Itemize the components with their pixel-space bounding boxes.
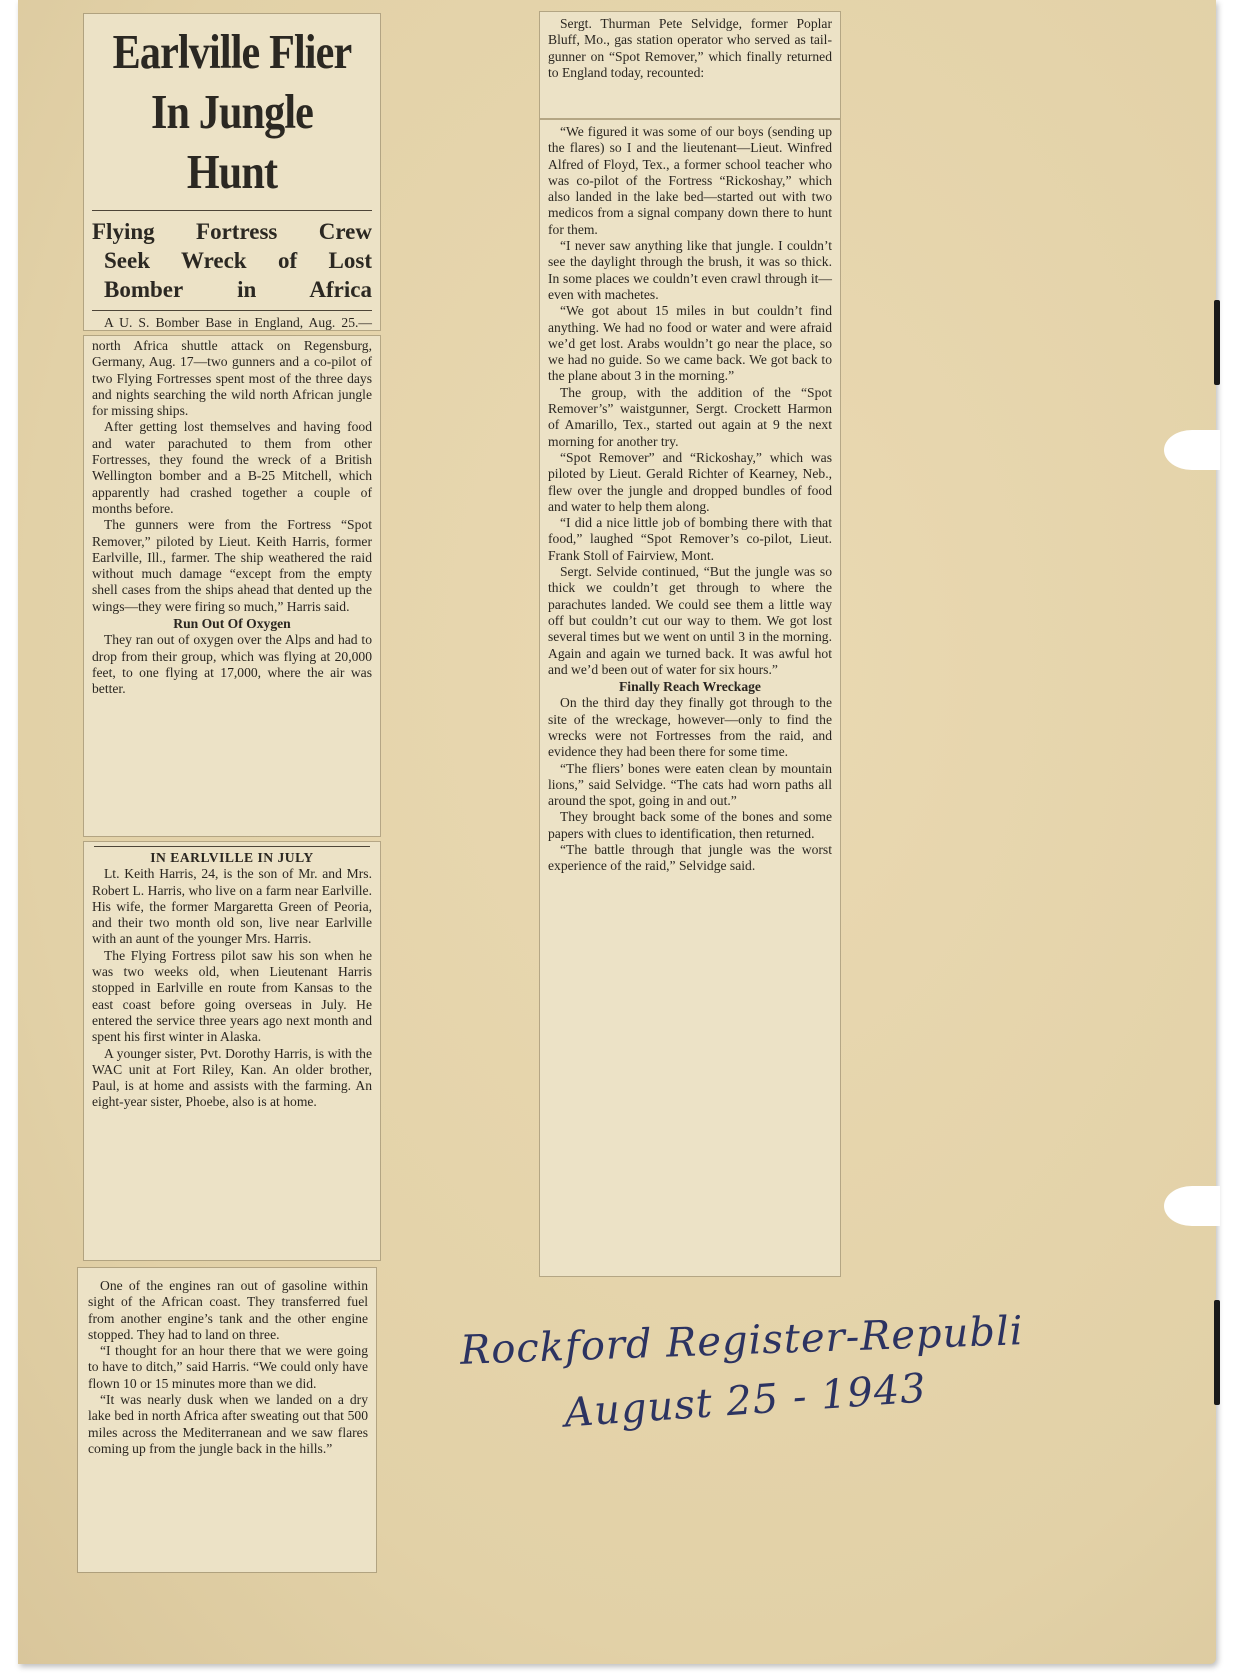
story-paragraph: “We got about 15 miles in but couldn’t find anything. We had no food or water and were afraid we’d get lost. Arabs wouldn’t go near the place, so we had no guide. So we came back. We got back to the plane about 3 in the morning.”	[548, 303, 832, 384]
story-paragraph: The gunners were from the Fortress “Spot Remover,” piloted by Lieut. Keith Harris, former Earlville, Ill., farmer. The ship weathered the raid without much damage “except from the empty shell cases from the ships ahead that dented up the wings—they were firing so much,” Harris said.	[92, 517, 372, 614]
story-paragraph: Sergt. Selvide continued, “But the jungle was so thick we couldn’t get through to where the parachutes landed. We could see them a little way off but couldn’t cut our way to them. We got lost several times but we went on until 3 in the morning. Again and again we turned back. It was awful hot and we’d been out of water for six hours.”	[548, 564, 832, 677]
deck-rule	[92, 310, 372, 311]
subhead-earlville: IN EARLVILLE IN JULY	[150, 850, 314, 865]
story-paragraph: One of the engines ran out of gasoline within sight of the African coast. They transferred fuel from another engine’s tank and the other engine stopped. They had to land on three.	[88, 1278, 368, 1342]
headline-rule	[92, 210, 372, 211]
story-paragraph: Sergt. Thurman Pete Selvidge, former Poplar Bluff, Mo., gas station operator who served as tail-gunner on “Spot Remover,” which finally returned to England today, recounted:	[548, 16, 832, 80]
story-paragraph: The Flying Fortress pilot saw his son when he was two weeks old, when Lieutenant Harris stopped in Earlville en route from Kansas to the east coast before going overseas in July. He entered the service three years ago next month and spent his first winter in Alaska.	[92, 947, 372, 1045]
story-paragraph: north Africa shuttle attack on Regensburg, Germany, Aug. 17—two gunners and a co-pilot of two Flying Fortresses spent most of the three days and nights searching the wild north African jungle for missing ships.	[92, 338, 372, 419]
story-paragraph: “It was nearly dusk when we landed on a dry lake bed in north Africa after sweating out that 500 miles across the Mediterranean and we saw flares coming up from the jungle back in the hills.”	[88, 1392, 368, 1456]
story-paragraph: “I did a nice little job of bombing there with that food,” laughed “Spot Remover’s co-pilot, Lieut. Frank Stoll of Fairview, Mont.	[548, 515, 832, 563]
story-paragraph: “The fliers’ bones were eaten clean by mountain lions,” said Selvidge. “The cats had worn paths all around the spot, going in and out.”	[548, 760, 832, 809]
binder-hole-top	[1164, 430, 1220, 470]
headline-line-1: Earlville Flier	[112, 24, 352, 79]
story-paragraph: The group, with the addition of the “Spot Remover’s” waistgunner, Sergt. Crockett Harmon of Amarillo, Tex., started out again at 9 the next morning for another try.	[548, 384, 832, 449]
binder-edge-mark-bottom	[1214, 1300, 1220, 1405]
subhead-wreckage: Finally Reach Wreckage	[619, 679, 761, 695]
story-paragraph: They brought back some of the bones and some papers with clues to identification, then returned.	[548, 809, 832, 841]
deck-line-3: Bomber in Africa	[104, 277, 372, 302]
clipping-engines	[78, 1268, 376, 1572]
handwritten-date: August 25 - 1943	[562, 1365, 929, 1437]
clipping-earlville	[84, 842, 380, 1260]
dateline-paragraph: A U. S. Bomber Base in England, Aug. 25.—	[104, 315, 372, 330]
story-paragraph: After getting lost themselves and having food and water parachuted to them from other Fortresses, they found the wreck of a British Wellington bomber and a B-25 Mitchell, which apparently had crashed together a couple of months before.	[92, 419, 372, 516]
handwritten-source: Rockford Register-Republi	[459, 1308, 1025, 1374]
story-paragraph: “We figured it was some of our boys (sending up the flares) so I and the lieutenant—Lieut. Winfred Alfred of Floyd, Tex., a former school teacher who was co-pilot of the Fortress “Rickoshay,” which also landed in the lake bed—started out with two medicos from a signal company down there to hunt for them.	[548, 124, 832, 237]
section-rule	[94, 846, 370, 847]
deck-line-1: Flying Fortress Crew	[92, 219, 372, 244]
story-paragraph: “Spot Remover” and “Rickoshay,” which was piloted by Lieut. Gerald Richter of Kearney, Neb., flew over the jungle and dropped bundles of food and water to help them along.	[548, 449, 832, 514]
story-paragraph: “The battle through that jungle was the worst experience of the raid,” Selvidge said.	[548, 842, 832, 874]
story-paragraph: A younger sister, Pvt. Dorothy Harris, is with the WAC unit at Fort Riley, Kan. An older brother, Paul, is at home and assists with the farming. An eight-year sister, Phoebe, also is at home.	[92, 1045, 372, 1110]
headline-line-2: In Jungle Hunt	[150, 84, 314, 199]
story-paragraph: “I thought for an hour there that we were going to have to ditch,” said Harris. “We could only have flown 10 or 15 minutes more than we did.	[88, 1343, 368, 1391]
story-paragraph: Lt. Keith Harris, 24, is the son of Mr. and Mrs. Robert L. Harris, who live on a farm near Earlville. His wife, the former Margaretta Green of Peoria, and their two month old son, live near Earlville with an aunt of the younger Mrs. Harris.	[92, 866, 372, 947]
clipping-headline	[84, 14, 380, 330]
clipping-selvidge-account	[540, 120, 840, 1276]
story-paragraph: On the third day they finally got through to the site of the wreckage, however—only to find the wrecks were not Fortresses from the raid, and evidence they had been there for some time.	[548, 695, 832, 760]
deck-line-2: Seek Wreck of Lost	[104, 248, 372, 273]
subhead-oxygen: Run Out Of Oxygen	[173, 616, 291, 632]
story-paragraph: They ran out of oxygen over the Alps and had to drop from their group, which was flying at 20,000 feet, to one flying at 17,000, where the air was better.	[92, 632, 372, 697]
clipping-story-part-2	[84, 336, 380, 836]
clipping-selvidge-intro	[540, 12, 840, 118]
binder-hole-bottom	[1164, 1186, 1220, 1226]
binder-edge-mark-top	[1214, 300, 1220, 385]
story-paragraph: “I never saw anything like that jungle. I couldn’t see the daylight through the brush, it was so thick. In some places we couldn’t even crawl through it—even with machetes.	[548, 238, 832, 302]
